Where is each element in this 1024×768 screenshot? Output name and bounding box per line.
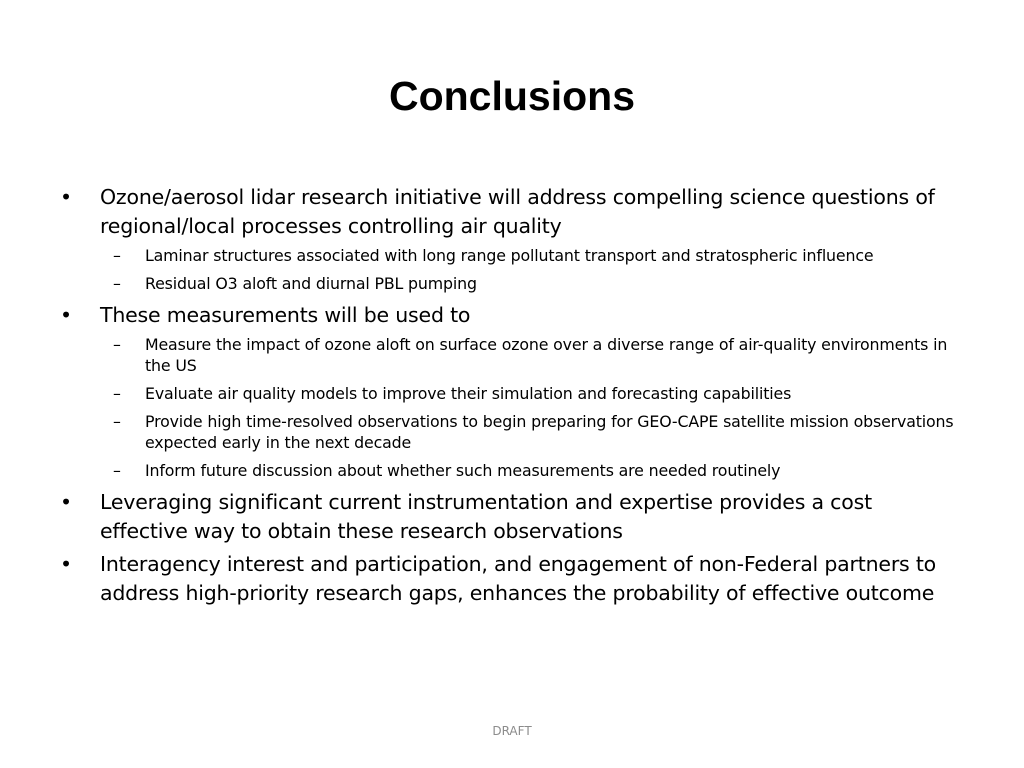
sub-bullet-list — [60, 334, 960, 481]
sub-bullet-text: Provide high time-resolved observations to begin preparing for GEO-CAPE satellite mission observations expected early in the next decade — [145, 412, 954, 452]
bullet-marker: • — [60, 303, 72, 327]
sub-bullet-text: Residual O3 aloft and diurnal PBL pumping — [145, 274, 477, 293]
bullet-marker: • — [60, 490, 72, 514]
sub-bullet-marker: – — [113, 384, 121, 403]
bullet-text: Leveraging significant current instrumentation and expertise provides a cost effective way to obtain these research observations — [100, 490, 872, 543]
sub-bullet-item — [60, 245, 960, 266]
draft-footer: DRAFT — [492, 724, 532, 738]
bullet-text: These measurements will be used to — [100, 303, 471, 327]
bullet-item — [60, 488, 960, 546]
sub-bullet-marker: – — [113, 274, 121, 293]
sub-bullet-list — [60, 245, 960, 294]
bullet-text: Interagency interest and participation, and engagement of non-Federal partners to address high-priority research gaps, enhances the probability of effective outcome — [100, 552, 937, 605]
sub-bullet-marker: – — [113, 412, 121, 431]
sub-bullet-item — [60, 273, 960, 294]
bullet-text: Ozone/aerosol lidar research initiative will address compelling science questions of regional/local processes controlling air quality — [100, 185, 935, 238]
slide-title: Conclusions — [388, 73, 636, 119]
sub-bullet-text: Laminar structures associated with long range pollutant transport and stratospheric influence — [145, 246, 874, 265]
sub-bullet-item — [60, 383, 960, 404]
sub-bullet-item — [60, 334, 960, 376]
sub-bullet-text: Measure the impact of ozone aloft on surface ozone over a diverse range of air-quality environments in the US — [145, 335, 948, 375]
bullet-marker: • — [60, 185, 72, 209]
sub-bullet-text: Inform future discussion about whether such measurements are needed routinely — [145, 461, 781, 480]
sub-bullet-item — [60, 460, 960, 481]
bullet-item — [60, 183, 960, 241]
sub-bullet-marker: – — [113, 246, 121, 265]
sub-bullet-text: Evaluate air quality models to improve their simulation and forecasting capabilities — [145, 384, 792, 403]
bullet-marker: • — [60, 552, 72, 576]
sub-bullet-marker: – — [113, 335, 121, 354]
bullet-item — [60, 550, 960, 608]
bullet-item — [60, 301, 960, 330]
sub-bullet-item — [60, 411, 960, 453]
sub-bullet-marker: – — [113, 461, 121, 480]
bullet-list — [60, 183, 960, 612]
